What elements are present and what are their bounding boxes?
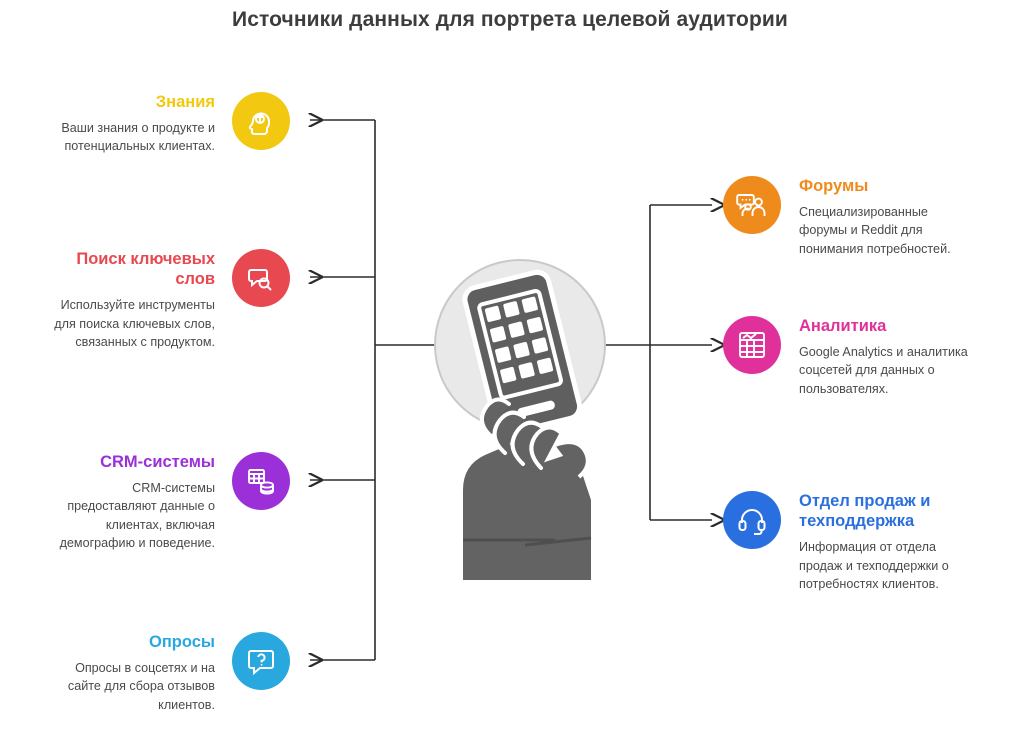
analytics-text [799,316,974,398]
analytics-desc: Google Analytics и аналитика соцсетей для данных о пользователях. [799,345,968,396]
crm-title: CRM-системы [100,453,215,471]
hands-holding-phone-illustration [405,240,635,600]
analytics-title: Аналитика [799,317,887,335]
knowledge-title: Знания [155,93,215,111]
sales-support-text [799,491,974,593]
chart-grid-icon [723,316,781,374]
users-chat-icon [723,176,781,234]
crm-text [40,452,215,552]
knowledge-desc: Ваши знания о продукте и потенциальных клиентах. [61,121,215,154]
crm-desc: CRM-системы предоставляют данные о клиентах, включая демографию и поведение. [59,481,215,550]
database-table-icon [232,452,290,510]
forums-desc: Специализированные форумы и Reddit для понимания потребностей. [799,205,951,256]
head-brain-icon [232,92,290,150]
forums-text [799,176,974,258]
headset-icon [723,491,781,549]
knowledge-text [40,92,215,156]
surveys-text [40,632,215,714]
surveys-desc: Опросы в соцсетях и на сайте для сбора отзывов клиентов. [67,661,215,712]
keyword-search-title: Поиск ключевых слов [76,250,215,289]
keyword-search-text [40,249,215,351]
sales-support-desc: Информация от отдела продаж и техподдержки о потребностях клиентов. [799,540,949,591]
question-bubble-icon [232,632,290,690]
page-title: Источники данных для портрета целевой аудитории [232,8,788,31]
keyword-search-desc: Используйте инструменты для поиска ключевых слов, связанных с продуктом. [54,298,215,349]
forums-title: Форумы [799,177,869,195]
surveys-title: Опросы [148,633,215,651]
sales-support-title: Отдел продаж и техподдержка [799,492,931,531]
speech-bubble-search-icon [232,249,290,307]
